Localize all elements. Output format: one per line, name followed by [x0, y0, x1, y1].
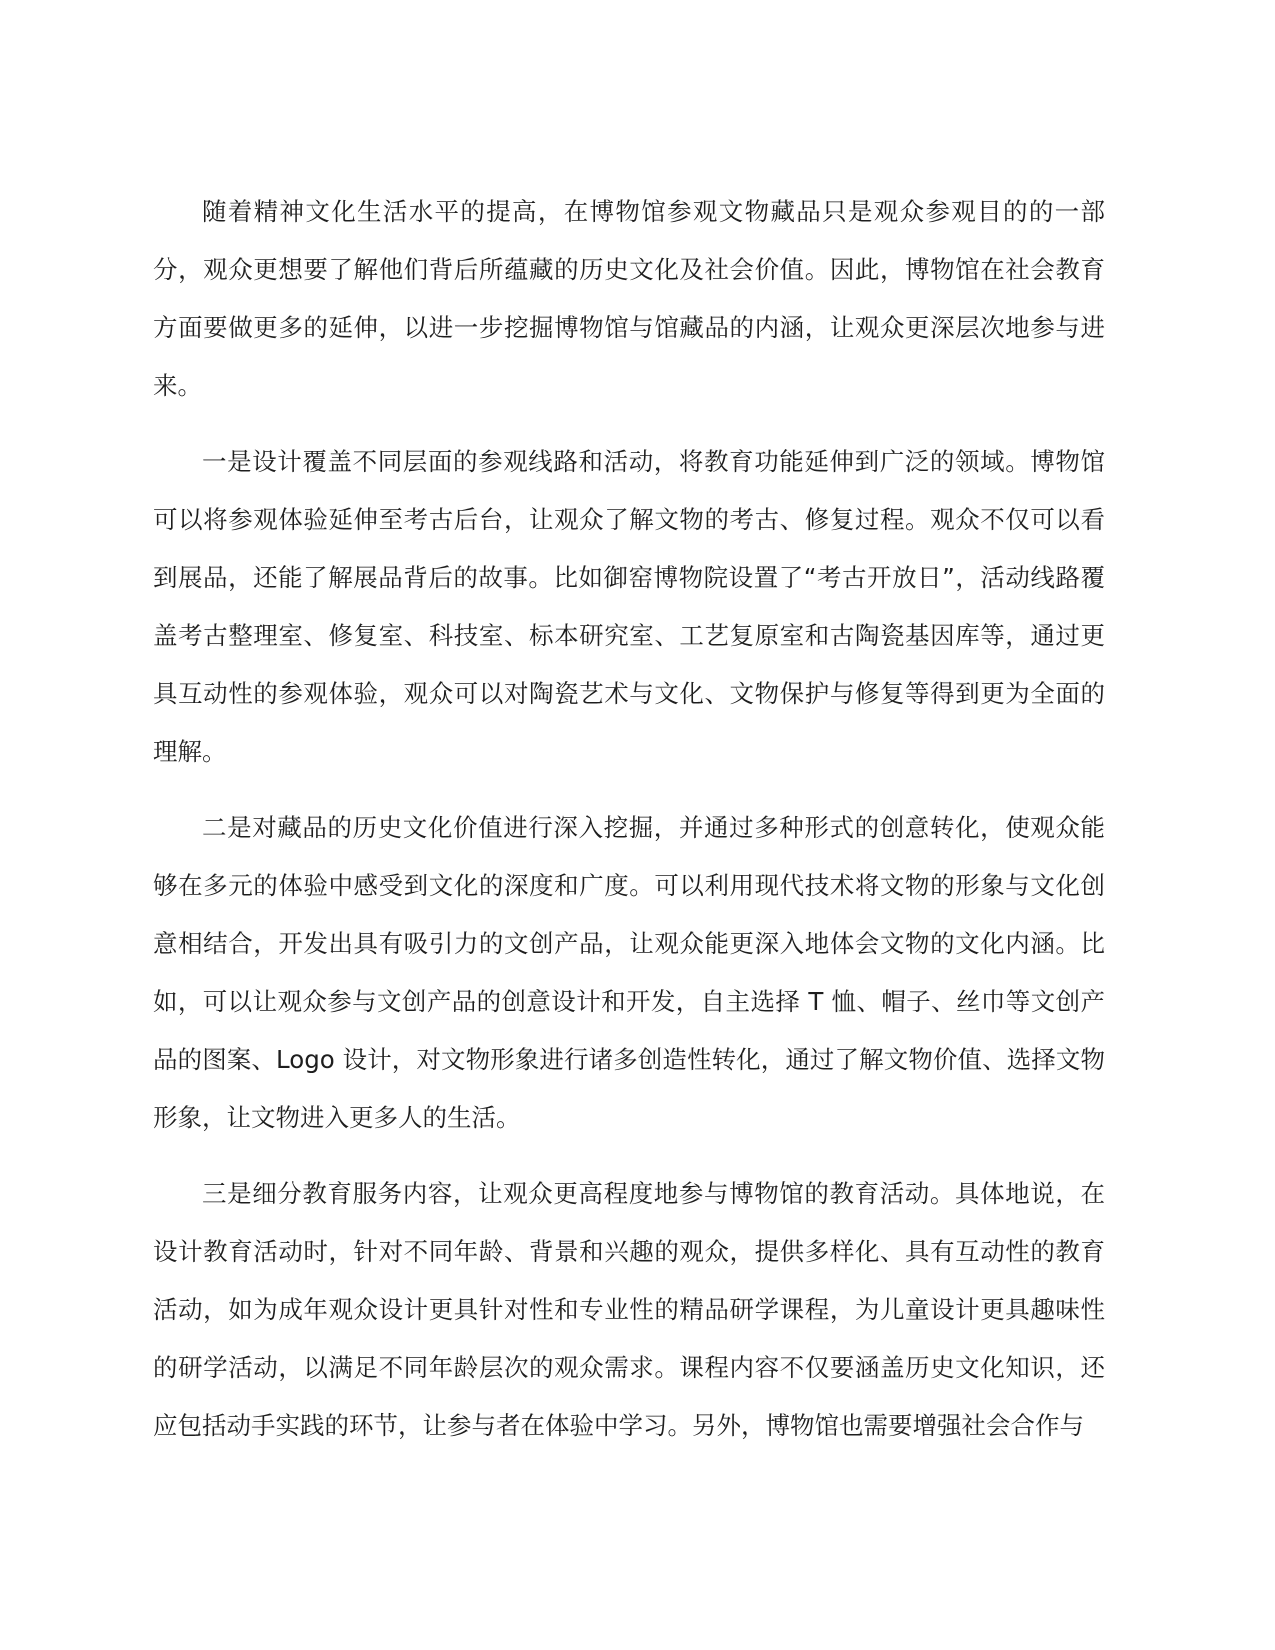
paragraph-point-three: 三是细分教育服务内容，让观众更高程度地参与博物馆的教育活动。具体地说，在设计教育活动时，针对不同年龄、背景和兴趣的观众，提供多样化、具有互动性的教育活动，如为成年观众设计更具针对性和专业性的精品研学课程，为儿童设计更具趣味性的研学活动，以满足不同年龄层次的观众需求。课程内容不仅要涵盖历史文化知识，还应包括动手实践的环节，让参与者在体验中学习。另外，博物馆也需要增强社会合作与: [153, 1179, 1105, 1440]
paragraph-point-one: 一是设计覆盖不同层面的参观线路和活动，将教育功能延伸到广泛的领域。博物馆可以将参观体验延伸至考古后台，让观众了解文物的考古、修复过程。观众不仅可以看到展品，还能了解展品背后的故事。比如御窑博物院设置了“考古开放日”，活动线路覆盖考古整理室、修复室、科技室、标本研究室、工艺复原室和古陶瓷基因库等，通过更具互动性的参观体验，观众可以对陶瓷艺术与文化、文物保护与修复等得到更为全面的理解。: [153, 447, 1105, 766]
document-body: [153, 183, 1105, 1473]
paragraph-point-two: 二是对藏品的历史文化价值进行深入挖掘，并通过多种形式的创意转化，使观众能够在多元的体验中感受到文化的深度和广度。可以利用现代技术将文物的形象与文化创意相结合，开发出具有吸引力的文创产品，让观众能更深入地体会文物的文化内涵。比如，可以让观众参与文创产品的创意设计和开发，自主选择 T 恤、帽子、丝巾等文创产品的图案、Logo 设计，对文物形象进行诸多创造性转化，通过了解文物价值、选择文物形象，让文物进入更多人的生活。: [153, 813, 1105, 1132]
paragraph-intro: 随着精神文化生活水平的提高，在博物馆参观文物藏品只是观众参观目的的一部分，观众更想要了解他们背后所蕴藏的历史文化及社会价值。因此，博物馆在社会教育方面要做更多的延伸，以进一步挖掘博物馆与馆藏品的内涵，让观众更深层次地参与进来。: [153, 197, 1105, 400]
